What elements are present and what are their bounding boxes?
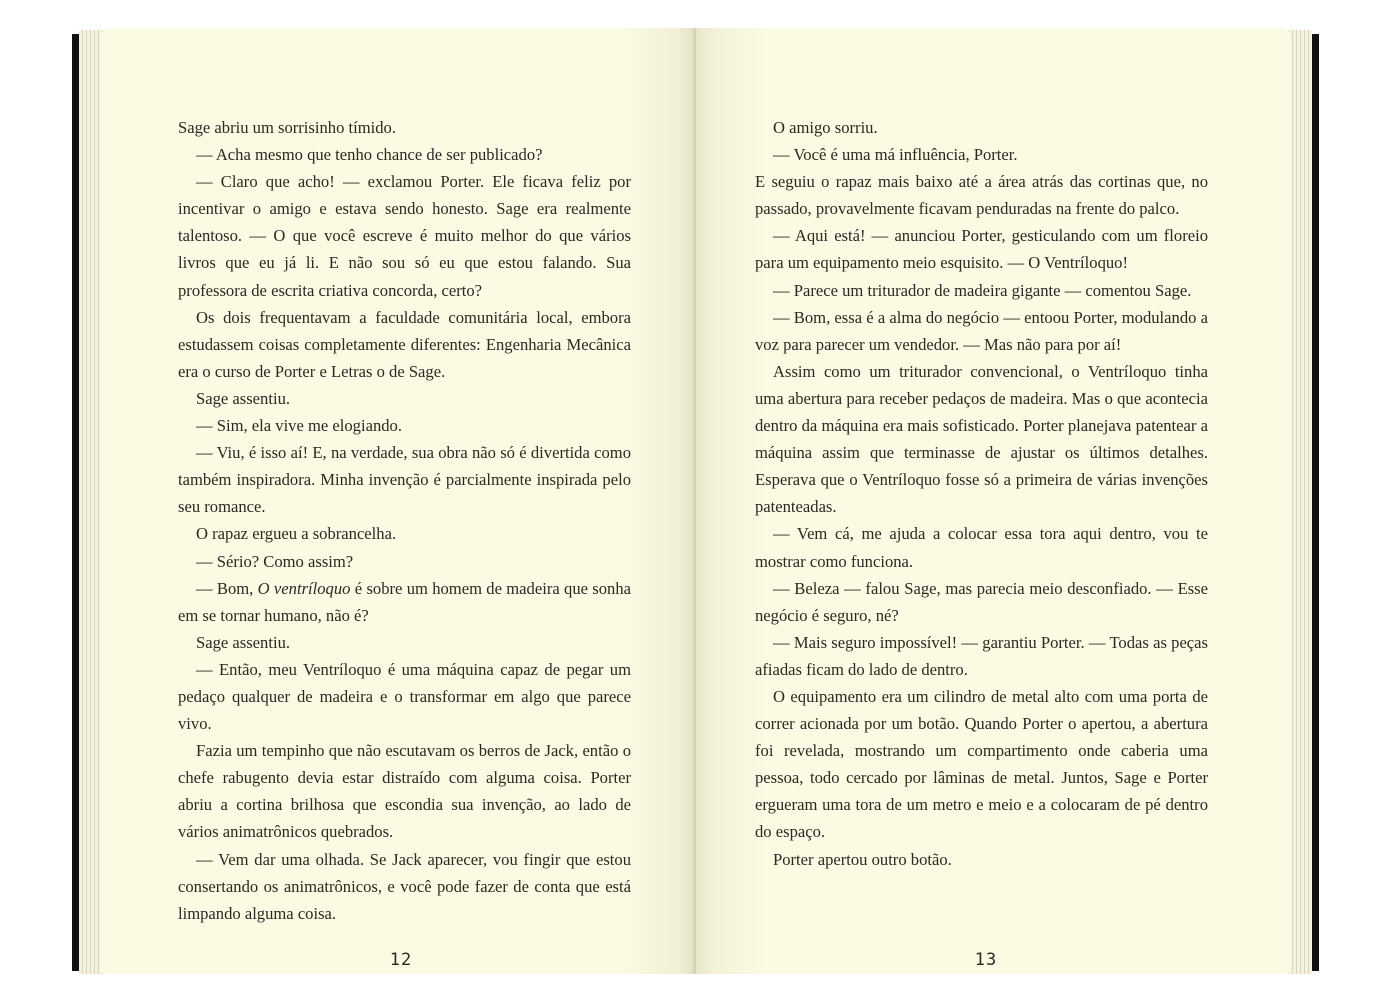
paragraph: Sage assentiu.	[196, 388, 291, 408]
paragraph: — Claro que acho! — exclamou Porter. Ele ficava feliz por incentivar o amigo e estava sendo honesto. Sage era realmente talentoso. — O que você escreve é muito melhor do que vários livros que eu já li. E não sou só eu que estou falando. Sua professora de escrita criativa concorda, certo?	[178, 172, 631, 300]
page-number-left: 12	[389, 950, 413, 970]
paragraph: — Aqui está! — anunciou Porter, gesticulando com um floreio para um equipamento meio esquisito. — O Ventríloquo!	[755, 226, 1208, 273]
page-number-right: 13	[974, 950, 998, 970]
page-stack-right	[1288, 30, 1312, 974]
paragraph: — Sim, ela vive me elogiando.	[196, 416, 402, 436]
paragraph: — Beleza — falou Sage, mas parecia meio desconfiado. — Esse negócio é seguro, né?	[755, 578, 1208, 625]
paragraph: Assim como um triturador convencional, o Ventríloquo tinha uma abertura para receber pedaços de madeira. Mas o que acontecia dentro da máquina era mais sofisticado. Porter planejava patentear a máquina assim que terminasse de ajustar os últimos detalhes. Esperava que o Ventríloquo fosse só a primeira de várias invenções patenteadas.	[755, 361, 1208, 517]
paragraph	[178, 575, 631, 629]
paragraph: — Você é uma má influência, Porter.	[773, 145, 1018, 165]
paragraph: O amigo sorriu.	[773, 118, 878, 137]
paragraph: — Vem cá, me ajuda a colocar essa tora aqui dentro, vou te mostrar como funciona.	[755, 524, 1208, 571]
book-cover-right-edge	[1312, 34, 1319, 971]
paragraph: O equipamento era um cilindro de metal alto com uma porta de correr acionada por um botão. Quando Porter o apertou, a abertura foi revelada, mostrando um compartimento onde caberia uma pessoa, todo cercado por lâminas de metal. Juntos, Sage e Porter ergueram uma tora de um metro e meio e a colocaram de pé dentro do espaço.	[755, 686, 1208, 842]
paragraph: E seguiu o rapaz mais baixo até a área atrás das cortinas que, no passado, provavelmente ficavam penduradas na frente do palco.	[755, 172, 1208, 219]
paragraph: — Acha mesmo que tenho chance de ser publicado?	[196, 145, 543, 165]
paragraph: — Sério? Como assim?	[196, 551, 354, 571]
right-page-text	[755, 114, 1208, 873]
paragraph: — Então, meu Ventríloquo é uma máquina capaz de pegar um pedaço qualquer de madeira e o transformar em algo que parece vivo.	[178, 659, 631, 734]
paragraph: Porter apertou outro botão.	[773, 849, 952, 869]
paragraph: — Bom, essa é a alma do negócio — entoou Porter, modulando a voz para parecer um vendedor. — Mas não para por aí!	[755, 307, 1208, 354]
paragraph: Sage abriu um sorrisinho tímido.	[178, 118, 397, 137]
paragraph: O rapaz ergueu a sobrancelha.	[196, 524, 397, 544]
paragraph: Sage assentiu.	[196, 632, 291, 652]
paragraph: Os dois frequentavam a faculdade comunitária local, embora estudassem coisas completamente diferentes: Engenharia Mecânica era o curso de Porter e Letras o de Sage.	[178, 307, 631, 381]
left-page	[100, 28, 695, 974]
paragraph: Fazia um tempinho que não escutavam os berros de Jack, então o chefe rabugento devia estar distraído com alguma coisa. Porter abriu a cortina brilhosa que escondia sua invenção, ao lado de vários animatrônicos quebrados.	[178, 741, 631, 842]
paragraph-text: é sobre um homem de madeira que sonha em se tornar humano, não é?	[178, 578, 632, 625]
paragraph: — Parece um triturador de madeira gigante — comentou Sage.	[773, 280, 1192, 300]
paragraph-text: — Bom,	[196, 578, 258, 598]
paragraph: — Vem dar uma olhada. Se Jack aparecer, vou fingir que estou consertando os animatrônicos, e você pode fazer de conta que está limpando alguma coisa.	[178, 849, 631, 923]
book-gutter	[693, 28, 696, 974]
paragraph: — Mais seguro impossível! — garantiu Porter. — Todas as peças afiadas ficam do lado de dentro.	[755, 632, 1208, 679]
book-title-italic: O ventríloquo	[257, 578, 351, 598]
book-cover-left-edge	[72, 34, 79, 971]
right-page	[695, 28, 1291, 974]
left-page-text	[178, 114, 631, 927]
paragraph: — Viu, é isso aí! E, na verdade, sua obra não só é divertida como também inspiradora. Minha invenção é parcialmente inspirada pelo seu romance.	[178, 443, 631, 517]
